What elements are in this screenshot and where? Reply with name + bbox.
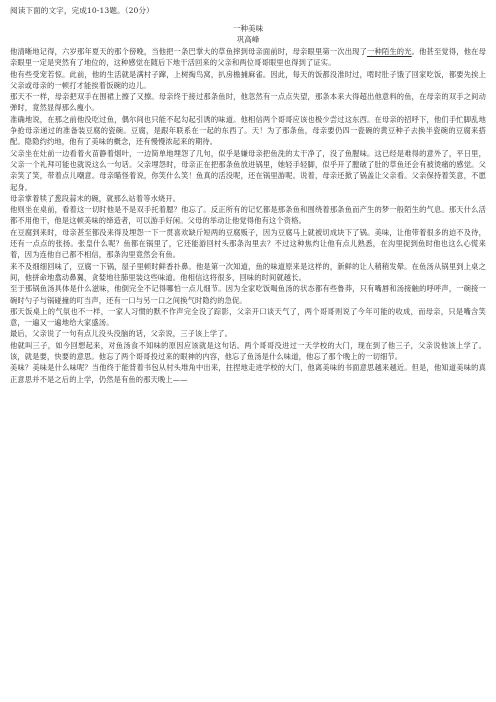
question-instruction: 阅读下面的文字，完成10-13题。（20分） (10, 6, 154, 15)
paragraph-5: 父亲坐在灶前一边看着火苗静着烟叶，一边简单地埋怨了几句，似乎是嫌母亲把鱼洗的太干净了，没了鱼腥味。这已经是难得的意外了，平日里，父亲一个礼拜可能也就说这么一句话。父亲埋怨时，母亲正在把那条鱼放进锅里，她轻手轻脚，似乎开了膛破了肚的草鱼还会有被烫痛的感觉。父亲笑了笑，带着点儿嘲意。母亲瞄怪着说，你笑什么笑！鱼真的活没呢，还在锅里游呢。说着，母亲还掀了锅盖让父亲看。父亲保持着笑意，不愿起身。 (10, 148, 486, 192)
paragraph-11: 那天饭桌上的气氛也不一样，一家人习惯的默不作声完全没了踪影，父亲开口谈天气了，两个哥哥则说了今年可能的收成，而母亲，只是嘴含笑意，一遍又一遍地给大家盛汤。 (10, 306, 486, 328)
paragraph-4: 准确地说，在那之前他没吃过鱼，偶尔间也只能不起勾起引诱的味道。他相信两个哥哥应该也极少尝过这东西。在母亲的招呼下，他们手忙脚乱地争抢母亲递过的准备装豆腐的瓷碗。豆腐，是跟年联系在一起的东西了。天！为了那条鱼，母亲要仍四一瓷碗的黄豆种子去换半瓷碗的豆腐来搭配。隐隐约约地，他有了美味的概念，还有慢慢浓起来的期待。 (10, 114, 486, 147)
paragraph-10: 至于那锅鱼汤具体是什么滋味，他倒完全不记得哪怕一点儿细节。因为全家吃饭喝鱼汤的状态都有些鲁莽，只有嘴唇和汤接触的呼呼声，一碗接一碗时勺子与锅碰撞的叮当声，还有一口与另一口之间换气时隐约的急促。 (10, 284, 486, 305)
paragraph-9: 来不及细细回味了，豆腐一下锅，屋子里顿时鲜香扑鼻。他是第一次知道，鱼的味道原来是这样的，新鲜的让人稍稍发晕。在鱼汤从锅里到上桌之间，他拼命地翕动鼻翼，贪婪地往肺里装这些味道。他相信这将很多，回味的时间就越长。 (10, 261, 486, 282)
article-author: 巩高峰 (236, 35, 260, 44)
paragraph-6: 母亲掌着犊了葱段蒜末的碗，就那么站着等水烧开。 (10, 193, 181, 203)
paragraph-13: 他就叫三子，如今回想起来，对鱼汤食不知味的原因应该就是这句话。两个哥哥没进过一天学校的大门，现在到了他三子，父亲说他该上学了。该，就是要，快要的意思。他忘了两个哥哥投过来的眼神的内容，他忘了鱼汤是什么味道，他忘了那个晚上的一切细节。 (10, 340, 486, 362)
paragraph-8: 在豆腐到来时，母亲甚至都没来得及埋怨一下一贯喜欢缺斤短两的豆腐贩子，因为豆腐马上就被切成块下了锅。美味，让他带着很多的迫不及待，还有一点点的张扬。张皇什么呢？鱼都在锅里了，它还能游回村头那条沟里去？不过这种焦灼让他有点儿熟悉，在沟里捉到鱼时他也这么心慌来着，因为连他自己都不相信，那条沟里竟然会有鱼。 (10, 227, 486, 260)
paragraph-2: 他有些受宠若惊。此前，他的生活就是满村子蹿，上树掏鸟窝，扒房檐捕麻雀。因此，每天的饭都没准时过，啃时肚子饿了回家吃饭，都要先挨上父亲或母亲的一顿打才能挨着饭碗的边儿。 (10, 69, 486, 90)
article-body (10, 46, 486, 385)
paragraph-14: 美味？美味是什么味呢？当他终于能背着书包从村头堆角中出来，拄捏地走进学校的大门，他离美味的书面意思越来越近。但是，他知道美味的真正意思并不是之后的上学，仍然是有鱼的那天晚上—— (10, 363, 486, 384)
paragraph-7: 他则坐在桌前，看着这一切时他是不是双手托着腮？他忘了。反正所有的记忆都是那条鱼和围绕着那条鱼而产生的梦一般陌生的气息。那天什么活都不用他干，他是这顿美味的缔造者，可以游手好闲。父母的举动让他觉得他有这个资格。 (10, 205, 486, 226)
article-title: 一种美味 (232, 24, 264, 33)
paragraph-3: 那天不一样，母亲把双手在围裙上擦了又擦。母亲终于接过那条鱼时，他忽然有一点点失望，那条本来大得超出他意料的鱼，在母亲的双手之间动弹时，竟然显得那么瘦小。 (10, 92, 486, 113)
paragraph-12: 最后，父亲说了一句有点儿没头没脑的话，父亲说，三子该上学了。 (10, 329, 233, 339)
underlined-phrase: 一种陌生的光 (367, 47, 412, 56)
paragraph-1: 他清晰地记得，六岁那年夏天的那个傍晚，当他把一条巴掌大的草鱼摔到母亲面前时，母亲眼里第一次出现了一种陌生的光。他甚至觉得，他在母亲眼里一定是突然有了地位的，这种感觉在随后下地干活回来的父亲和两位哥哥眼里也得到了证实。 (10, 47, 486, 68)
